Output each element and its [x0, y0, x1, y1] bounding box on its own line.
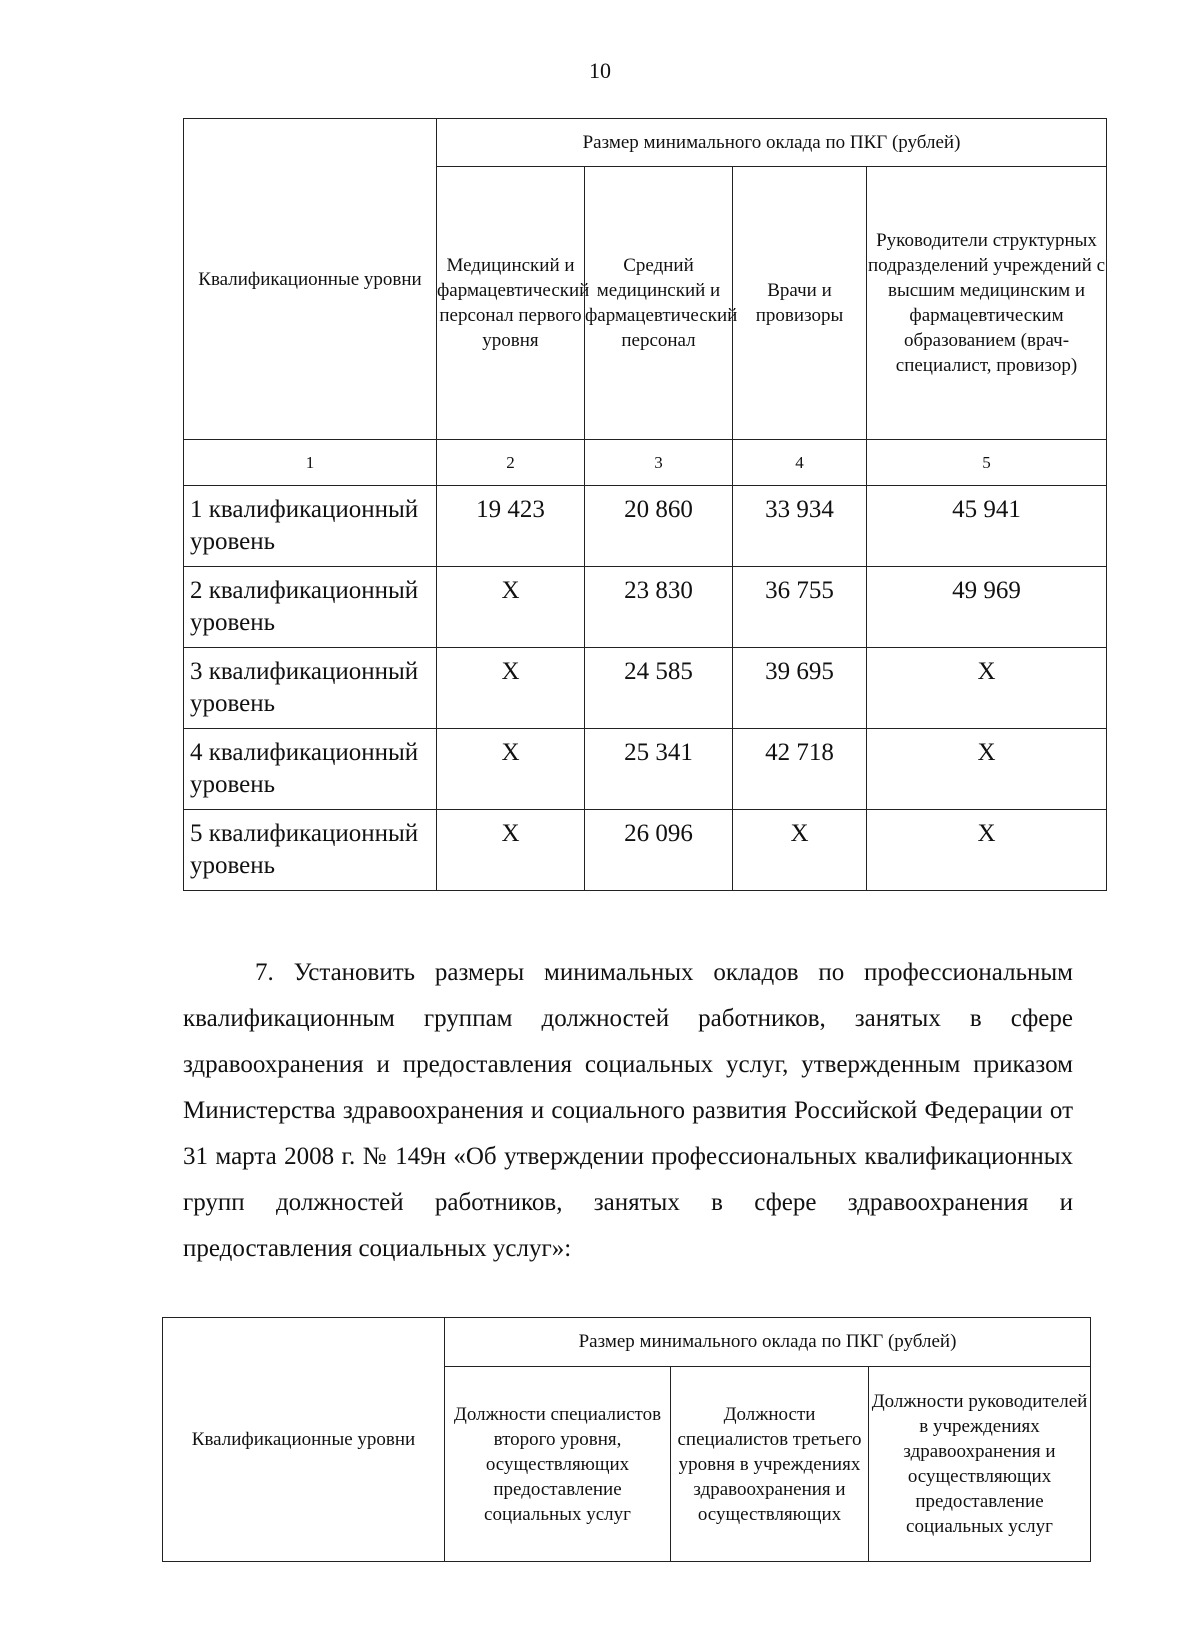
salary-cell: 19 423	[437, 486, 585, 567]
salary-cell: Х	[437, 648, 585, 729]
salary-cell: 24 585	[585, 648, 733, 729]
table-row	[184, 810, 1107, 891]
salary-cell: 26 096	[585, 810, 733, 891]
salary-cell: 25 341	[585, 729, 733, 810]
header-qualification-levels: Квалификационные уровни	[163, 1318, 445, 1562]
header-min-salary: Размер минимального оклада по ПКГ (рублей)	[437, 119, 1107, 167]
column-header: Медицинский и фармацевтический персонал первого уровня	[437, 167, 585, 440]
table-row	[184, 567, 1107, 648]
salary-table-medical	[183, 118, 1107, 891]
level-label: 4 квалификационный уровень	[184, 729, 437, 810]
table-row	[184, 729, 1107, 810]
level-label: 3 квалификационный уровень	[184, 648, 437, 729]
paragraph-text: 7. Установить размеры минимальных окладов по профессиональным квалификационным группам должностей работников, занятых в сфере здравоохранения и предоставления социальных услуг, утвержденным приказом Министерства здравоохранения и социального развития Российской Федерации от 31 марта 2008 г. № 149н «Об утверждении профессиональных квалификационных групп должностей работников, занятых в сфере здравоохранения и предоставления социальных услуг»:	[183, 959, 1073, 1262]
column-header: Должности специалистов второго уровня, осуществляющих предоставление социальных услуг	[445, 1367, 671, 1562]
table-row	[184, 648, 1107, 729]
salary-cell: Х	[733, 810, 867, 891]
salary-cell: 42 718	[733, 729, 867, 810]
header-min-salary: Размер минимального оклада по ПКГ (рублей)	[445, 1318, 1091, 1367]
header-qualification-levels: Квалификационные уровни	[184, 119, 437, 440]
column-number: 4	[733, 440, 867, 486]
level-label: 2 квалификационный уровень	[184, 567, 437, 648]
body-paragraph	[183, 950, 1073, 1272]
salary-cell: 20 860	[585, 486, 733, 567]
salary-cell: 36 755	[733, 567, 867, 648]
column-header: Средний медицинский и фармацевтический персонал	[585, 167, 733, 440]
column-header: Должности руководителей в учреждениях здравоохранения и осуществляющих предоставление социальных услуг	[869, 1367, 1091, 1562]
salary-cell: 45 941	[867, 486, 1107, 567]
salary-cell: 33 934	[733, 486, 867, 567]
salary-cell: Х	[867, 810, 1107, 891]
salary-cell: 49 969	[867, 567, 1107, 648]
level-label: 1 квалификационный уровень	[184, 486, 437, 567]
column-header: Должности специалистов третьего уровня в учреждениях здравоохранения и осуществляющих	[671, 1367, 869, 1562]
column-number: 5	[867, 440, 1107, 486]
page-number: 10	[589, 58, 611, 83]
column-number: 1	[184, 440, 437, 486]
column-header: Руководители структурных подразделений учреждений с высшим медицинским и фармацевтическим образованием (врач-специалист, провизор)	[867, 167, 1107, 440]
salary-cell: 39 695	[733, 648, 867, 729]
column-number: 2	[437, 440, 585, 486]
salary-cell: 23 830	[585, 567, 733, 648]
level-label: 5 квалификационный уровень	[184, 810, 437, 891]
salary-cell: Х	[437, 810, 585, 891]
salary-cell: Х	[437, 729, 585, 810]
salary-cell: Х	[437, 567, 585, 648]
salary-cell: Х	[867, 729, 1107, 810]
column-number: 3	[585, 440, 733, 486]
table-row	[184, 486, 1107, 567]
column-header: Врачи и провизоры	[733, 167, 867, 440]
salary-cell: Х	[867, 648, 1107, 729]
salary-table-social	[162, 1317, 1091, 1562]
